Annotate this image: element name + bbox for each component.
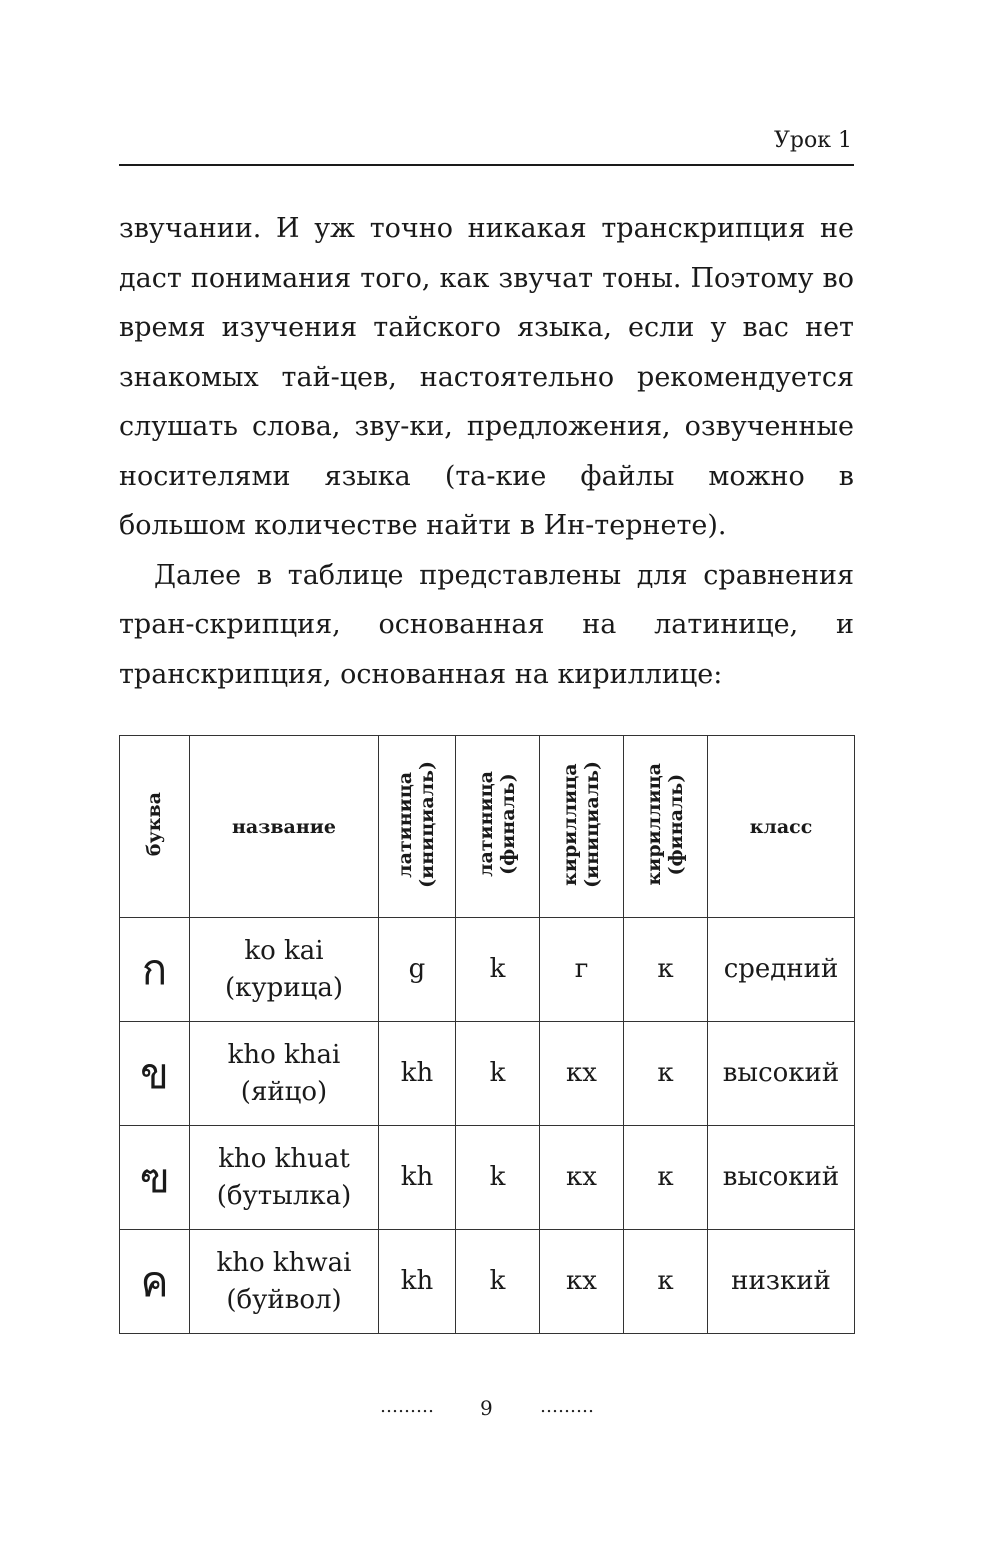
paragraph: Далее в таблице представлены для сравнения тран-скрипция, основанная на латинице, и транскрипция, основанная на кириллице: [119, 559, 854, 690]
header-lat-final [456, 736, 540, 918]
letter-name: kho khuat (бутылка) [190, 1126, 379, 1230]
lat-initial: g [379, 918, 456, 1022]
header-name [190, 736, 379, 918]
page-number: 9 [480, 1396, 493, 1420]
cyr-final: к [624, 1126, 708, 1230]
header-cyr-initial-label: кириллица (инициаль) [558, 760, 603, 888]
page-header [119, 124, 854, 166]
letter-class: высокий [708, 1022, 855, 1126]
thai-letter: ค [120, 1230, 190, 1334]
lat-final: k [456, 918, 540, 1022]
lat-final: k [456, 1230, 540, 1334]
chapter-title: Урок 1 [774, 128, 852, 153]
lat-initial: kh [379, 1230, 456, 1334]
lat-final: k [456, 1126, 540, 1230]
header-class [708, 736, 855, 918]
header-lat-final-label: латиница (финаль) [474, 771, 519, 877]
header-letter-label: буква [142, 791, 165, 857]
page-footer [0, 1396, 1000, 1426]
cyr-initial: кх [540, 1230, 624, 1334]
table-row [120, 1230, 855, 1334]
table-row [120, 1022, 855, 1126]
footer-dots-left: ……… [380, 1396, 434, 1417]
header-letter [120, 736, 190, 918]
lat-initial: kh [379, 1126, 456, 1230]
letter-class: низкий [708, 1230, 855, 1334]
footer-dots-right: ……… [540, 1396, 594, 1417]
thai-letter: ก [120, 918, 190, 1022]
header-cyr-initial [540, 736, 624, 918]
header-cyr-final [624, 736, 708, 918]
body-text [119, 204, 854, 699]
cyr-initial: кх [540, 1126, 624, 1230]
cyr-final: к [624, 1022, 708, 1126]
cyr-final: к [624, 1230, 708, 1334]
letter-class: высокий [708, 1126, 855, 1230]
header-lat-initial-label: латиница (инициаль) [394, 760, 438, 888]
table-row [120, 918, 855, 1022]
header-class-label: класс [749, 815, 813, 838]
letter-name: kho khai (яйцо) [190, 1022, 379, 1126]
header-lat-initial [379, 736, 456, 918]
table-row [120, 1126, 855, 1230]
cyr-final: к [624, 918, 708, 1022]
transcription-table [119, 735, 855, 1334]
letter-name: ko kai (курица) [190, 918, 379, 1022]
cyr-initial: кх [540, 1022, 624, 1126]
lat-final: k [456, 1022, 540, 1126]
header-name-label: название [232, 815, 336, 838]
letter-class: средний [708, 918, 855, 1022]
thai-letter: ฃ [120, 1126, 190, 1230]
paragraph: звучании. И уж точно никакая транскрипция не даст понимания того, как звучат тоны. Поэтому во время изучения тайского языка, если у вас нет знакомых тай-цев, настоятельно рекомендуется слушать слова, зву-ки, предложения, озвученные носителями языка (та-кие файлы можно в большом количестве найти в Ин-тернете). [119, 213, 854, 541]
letter-name: kho khwai (буйвол) [190, 1230, 379, 1334]
lat-initial: kh [379, 1022, 456, 1126]
thai-letter: ข [120, 1022, 190, 1126]
cyr-initial: г [540, 918, 624, 1022]
table-header-row [120, 736, 855, 918]
header-cyr-final-label: кириллица (финаль) [642, 762, 687, 886]
